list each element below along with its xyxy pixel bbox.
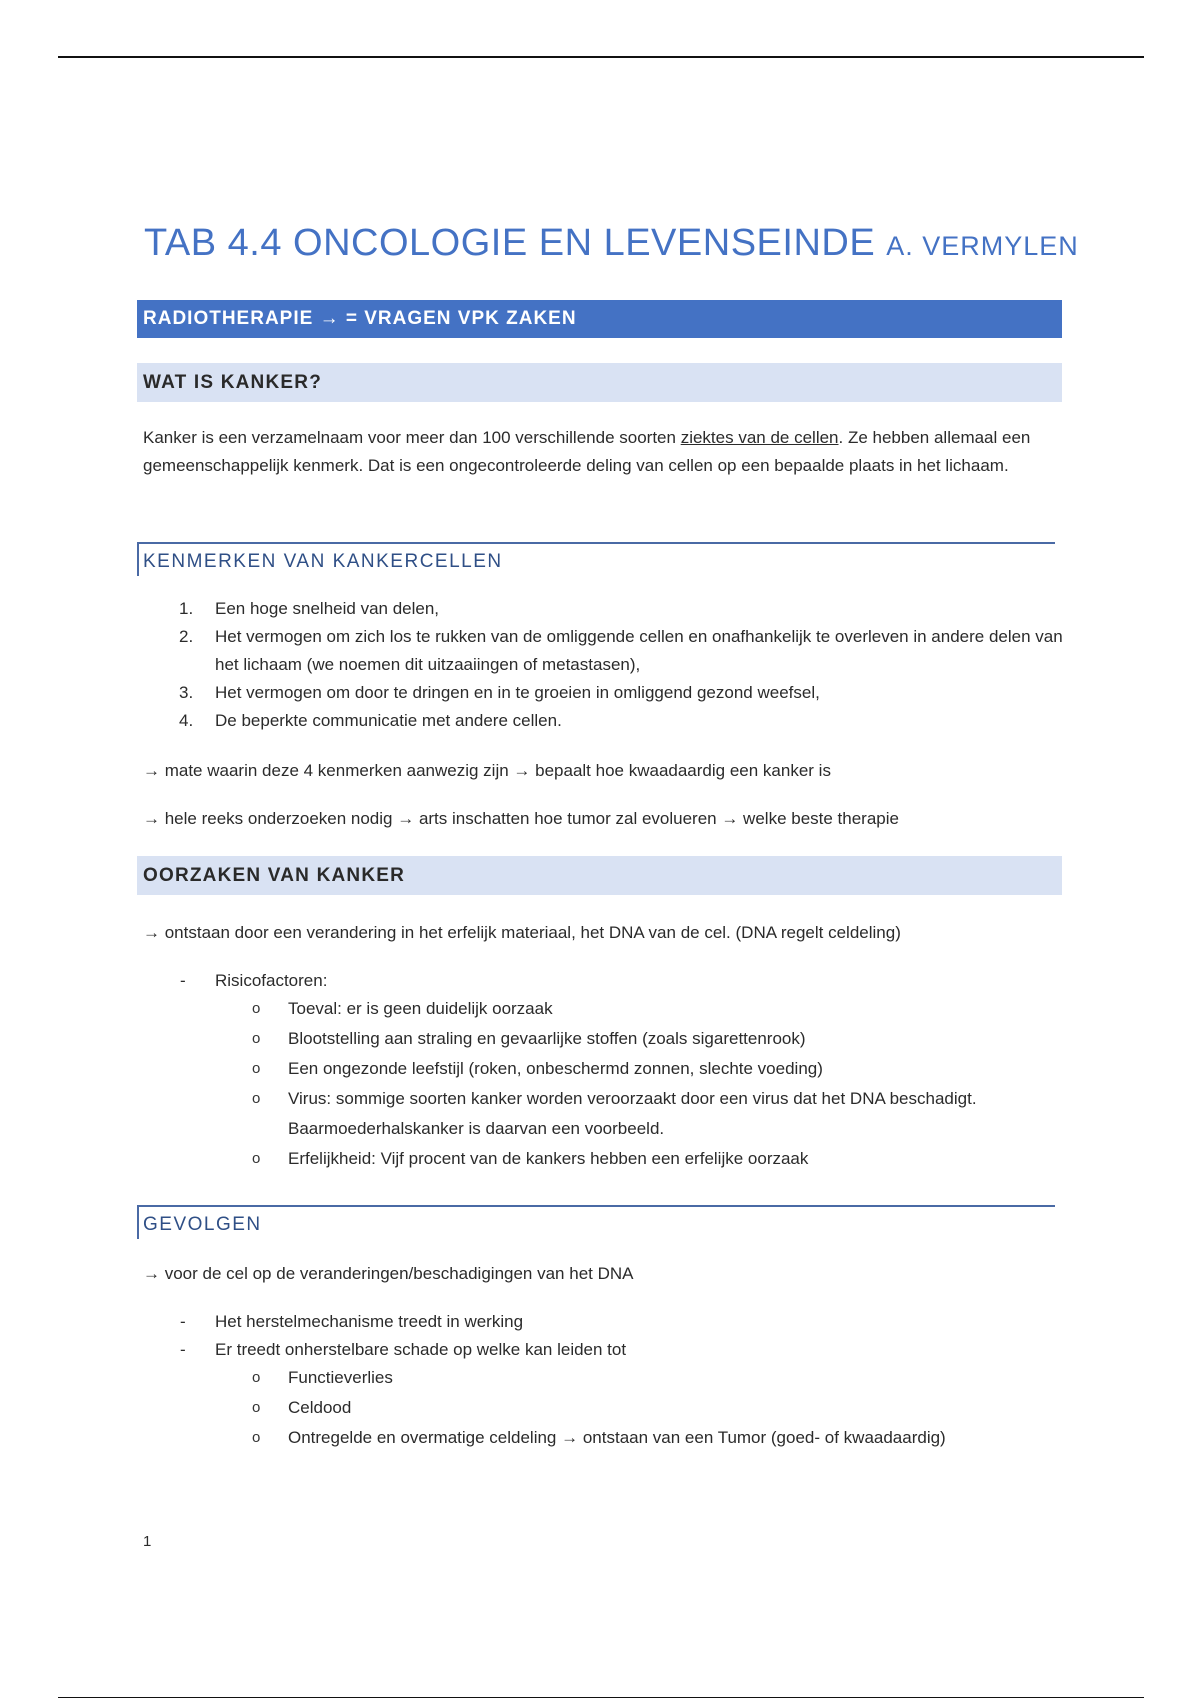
footer-rule [58, 1697, 1144, 1698]
heading-oorzaken: OORZAKEN VAN KANKER [137, 856, 1062, 895]
document-title [144, 222, 1079, 265]
heading-kenmerken: KENMERKEN VAN KANKERCELLEN [137, 542, 1055, 576]
page-number: 1 [143, 1533, 152, 1550]
gevolg-item: Er treedt onherstelbare schade op welke kan leiden tot [215, 1340, 627, 1359]
list-number: 1. [179, 599, 194, 618]
dash-marker: - [180, 971, 186, 990]
list-number: 3. [179, 683, 194, 702]
list-item [143, 707, 1063, 735]
bullet-marker: o [252, 1090, 261, 1107]
risk-item: Toeval: er is geen duidelijk oorzaak [288, 999, 553, 1018]
paragraph-part-1: Kanker is een verzamelnaam voor meer dan 100 verschillende soorten [143, 428, 681, 447]
heading-gevolgen: GEVOLGEN [137, 1205, 1055, 1239]
arrow-note-2: → hele reeks onderzoeken nodig → arts inschatten hoe tumor zal evolueren → welke beste therapie [143, 809, 899, 828]
dash-marker: - [180, 1312, 186, 1331]
arrow-note-1: → mate waarin deze 4 kenmerken aanwezig zijn → bepaalt hoe kwaadaardig een kanker is [143, 761, 831, 780]
dash-marker: - [180, 1340, 186, 1359]
title-author: A. VERMYLEN [886, 231, 1079, 261]
list-item-text: Een hoge snelheid van delen, [215, 599, 440, 618]
paragraph-part-2: . Ze hebben allemaal een gemeenschappelijk kenmerk. Dat is een ongecontroleerde deling van cellen op een bepaalde plaats in het lichaam. [143, 428, 1031, 475]
list-item-text: Het vermogen om door te dringen en in te groeien in omliggend gezond weefsel, [215, 683, 820, 702]
underlined-term: ziektes van de cellen [680, 428, 839, 447]
bullet-marker: o [252, 1369, 261, 1386]
list-number: 4. [179, 711, 194, 730]
list-item [143, 679, 1063, 707]
risk-item: Virus: sommige soorten kanker worden veroorzaakt door een virus dat het DNA beschadigt. Baarmoederhalskanker is daarvan een voorbeeld. [288, 1089, 977, 1138]
bullet-marker: o [252, 1429, 261, 1446]
bullet-marker: o [252, 1060, 261, 1077]
risk-item: Blootstelling aan straling en gevaarlijke stoffen (zoals sigarettenrook) [288, 1029, 806, 1048]
oorzaken-intro: → ontstaan door een verandering in het erfelijk materiaal, het DNA van de cel. (DNA regelt celdeling) [143, 923, 901, 942]
list-item [143, 623, 1063, 679]
header-rule [58, 56, 1144, 58]
heading-radiotherapie: RADIOTHERAPIE → = VRAGEN VPK ZAKEN [137, 300, 1062, 338]
gevolgen-intro: → voor de cel op de veranderingen/beschadigingen van het DNA [143, 1264, 634, 1283]
list-item-text: Het vermogen om zich los te rukken van de omliggende cellen en onafhankelijk te overleven in andere delen van het lichaam (we noemen dit uitzaaiingen of metastasen), [215, 627, 1063, 674]
risk-item: Erfelijkheid: Vijf procent van de kankers hebben een erfelijke oorzaak [288, 1149, 809, 1168]
bullet-marker: o [252, 1150, 261, 1167]
risk-item: Een ongezonde leefstijl (roken, onbeschermd zonnen, slechte voeding) [288, 1059, 823, 1078]
title-main: TAB 4.4 ONCOLOGIE EN LEVENSEINDE [144, 222, 876, 264]
gevolg-subitem: Functieverlies [288, 1368, 393, 1387]
list-item [143, 595, 1063, 623]
gevolg-subitem: Ontregelde en overmatige celdeling → ontstaan van een Tumor (goed- of kwaadaardig) [288, 1428, 946, 1447]
kenmerken-list [143, 595, 1063, 735]
risicofactoren-label: Risicofactoren: [215, 971, 328, 990]
list-number: 2. [179, 627, 194, 646]
bullet-marker: o [252, 1399, 261, 1416]
paragraph-wat-is-kanker [143, 424, 1043, 480]
heading-wat-is-kanker: WAT IS KANKER? [137, 363, 1062, 402]
gevolg-item: Het herstelmechanisme treedt in werking [215, 1312, 524, 1331]
gevolg-subitem: Celdood [288, 1398, 352, 1417]
bullet-marker: o [252, 1030, 261, 1047]
bullet-marker: o [252, 1000, 261, 1017]
list-item-text: De beperkte communicatie met andere cellen. [215, 711, 562, 730]
